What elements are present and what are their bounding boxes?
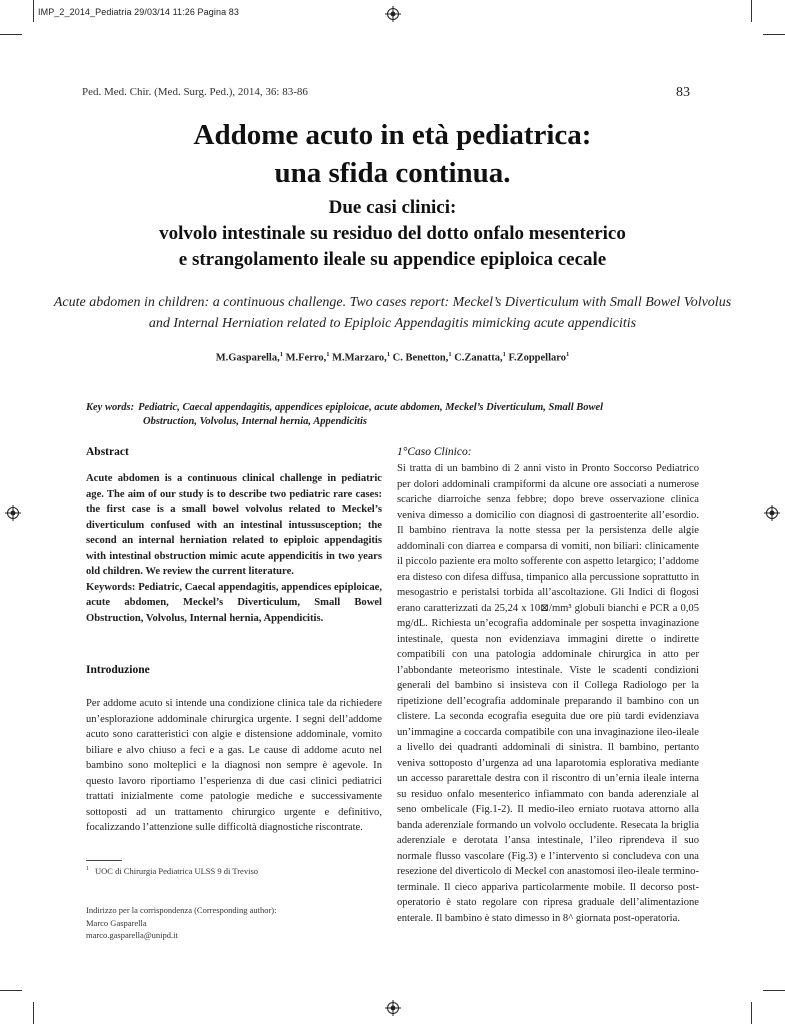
correspondence-label: Indirizzo per la corrispondenza (Corresponding author): [86, 905, 277, 915]
registration-mark-left-icon [5, 505, 21, 521]
correspondence-email: marco.gasparella@unipd.it [86, 930, 178, 940]
author-list [0, 351, 785, 364]
keywords-label: Key words: [86, 402, 135, 413]
left-column [86, 446, 382, 836]
article-title [0, 116, 785, 192]
author-name: C. Benetton, [392, 352, 449, 364]
page-number: 83 [676, 85, 690, 100]
abstract-body: Acute abdomen is a continuous clinical challenge in pediatric age. The aim of our study is to describe two pediatric rare cases: the first case is a small bowel volvolus related to Meckel’s diverticulum confused with an intestinal intussusception; the second an internal herniation related to epiploic appendagitis with intestinal obstruction mimic acute appendicitis in two years old children. We review the current literature. [86, 473, 382, 577]
author-name: M.Ferro, [285, 352, 327, 364]
crop-mark-bottom-left-vertical [33, 1002, 34, 1024]
article-subtitle-line-1: Due casi clinici: [328, 197, 457, 218]
right-column [397, 446, 699, 926]
registration-mark-right-icon [764, 505, 780, 521]
affiliation-footnote [86, 866, 258, 876]
journal-running-head: Ped. Med. Chir. (Med. Surg. Ped.), 2014, 36: 83-86 [82, 86, 308, 98]
keywords-line-1: Pediatric, Caecal appendagitis, appendices epiploicae, acute abdomen, Meckel’s Diverticulum, Small Bowel [138, 402, 604, 413]
author-name: C.Zanatta, [454, 352, 503, 364]
english-title-line-1: Acute abdomen in children: a continuous challenge. Two cases report: Meckel’s Diverticulum with Small Bowel Volvolus [53, 295, 732, 310]
abstract-heading: Abstract [86, 446, 129, 458]
correspondence-address [86, 904, 276, 942]
keywords-line-2: Obstruction, Volvolus, Internal hernia, Appendicitis [143, 416, 367, 427]
author-affiliation-mark: 1 [448, 351, 452, 358]
footnote-mark: 1 [86, 866, 89, 873]
introduction-body: Per addome acuto si intende una condizione clinica tale da richiedere un’esplorazione addominale chirurgica urgente. I segni dell’addome acuto sono caratteristici con algie e distensione addominale, vomito biliare e alvo chiuso a feci e a gas. Le cause di addome acuto nel bambino sono molteplici e la diagnosi non sempre è agevole. In questo lavoro riportiamo l’esperienza di due casi clinici pediatrici trattati inizialmente come patologie mediche e successivamente sottoposti ad un trattamento chirurgico urgente e definitivo, focalizzando l’attenzione sulle difficoltà diagnostiche riscontrate. [86, 698, 382, 833]
introduction-heading: Introduzione [86, 664, 150, 676]
article-subtitle-line-3: e strangolamento ileale su appendice epiploica cecale [178, 249, 607, 270]
author-name: M.Marzaro, [332, 352, 387, 364]
printer-slug: IMP_2_2014_Pediatria 29/03/14 11:26 Pagina 83 [38, 7, 239, 17]
author-affiliation-mark: 1 [326, 351, 330, 358]
keywords-block [86, 401, 706, 429]
abstract-keywords: Keywords: Pediatric, Caecal appendagitis, appendices epiploicae, acute abdomen, Meckel’s Diverticulum, Small Bowel Obstruction, Volvolus, Internal hernia, Appendicitis. [86, 581, 382, 624]
author-affiliation-mark: 1 [279, 351, 283, 358]
crop-mark-top-left-vertical [33, 0, 34, 22]
case-1-heading: 1°Caso Clinico: [397, 446, 472, 458]
footnote-divider [86, 860, 122, 861]
english-title [0, 292, 785, 334]
author-affiliation-mark: 1 [565, 351, 570, 358]
crop-mark-bottom-left-horizontal [0, 990, 22, 991]
registration-mark-top-icon [385, 6, 401, 22]
article-subtitle [0, 195, 785, 273]
author-name: F.Zoppellaro [508, 352, 566, 364]
crop-mark-top-right-horizontal [763, 34, 785, 35]
registration-mark-bottom-icon [385, 1000, 401, 1016]
crop-mark-bottom-right-horizontal [763, 990, 785, 991]
author-name: M.Gasparella, [215, 352, 280, 364]
footnote-text: UOC di Chirurgia Pediatrica ULSS 9 di Treviso [95, 866, 258, 876]
correspondence-name: Marco Gasparella [86, 917, 147, 928]
article-title-line-1: Addome acuto in età pediatrica: [193, 119, 592, 151]
author-affiliation-mark: 1 [502, 351, 506, 358]
article-title-line-2: una sfida continua. [274, 157, 511, 189]
crop-mark-top-left-horizontal [0, 34, 22, 35]
crop-mark-bottom-right-vertical [751, 1002, 752, 1024]
author-affiliation-mark: 1 [386, 351, 390, 358]
crop-mark-top-right-vertical [751, 0, 752, 22]
article-subtitle-line-2: volvolo intestinale su residuo del dotto onfalo mesenterico [159, 223, 626, 244]
case-1-body: Si tratta di un bambino di 2 anni visto in Pronto Soccorso Pediatrico per dolori addominali crampiformi da alcune ore associati a numerose scariche diarroiche senza febbre; dopo breve osservazione clinica veniva dimesso a domicilio con diagnosi di gastroenterite all’esordio. Il bambino rientrava la notte stessa per la persistenza delle algie addominali con diarrea e comparsa di vomiti, non biliari: clinicamente il piccolo paziente era molto sofferente con aspetto letargico; l’addome era disteso con difesa diffusa, timpanico alla percussione soprattutto in mesogastrio e peristalsi torbida all’ascoltazione. Gli Indici di flogosi erano caratterizzati da 25,24 x 10⊠/mm³ globuli bianchi e PCR a 0,05 mg/dL. Richiesta un’ecografia addominale per sospetta invaginazione intestinale, questa non evidenziava immagini dirette o indirette compatibili con una patologia addominale chirurgica in atto per l’abbondante meteorismo intestinale. Viste le scadenti condizioni generali del bambino si insisteva con il Collega Radiologo per la ripetizione dell’ecografia addominale preparando il bambino con un clistere. La seconda ecografia eseguita due ore più tardi evidenziava un’immagine a coccarda compatibile con una invaginazione ileo-ileale a livello dei quadranti addominali di sinistra. Il bambino, pertanto veniva sottoposto d’urgenza ad una laparotomia esplorativa mediante un accesso pararettale destra con il riscontro di un’ernia ileale interna su residuo onfalo mesenterico infiammato con banda aderenziale al seno ombelicale (Fig.1-2). Il medio-ileo erniato ruotava attorno alla banda aderenziale formando un volvolo occludente. Resecata la briglia aderenziale e derotata l’ansa intestinale, l’ileo riprendeva il suo normale flusso vascolare (Fig.3) e l’intervento si concludeva con una resezione del diverticolo di Meckel con anastomosi ileo-ileale termino-terminale. Il cieco appariva particolarmente mobile. Il decorso post-operatorio è stato regolare con ripresa graduale dell’alimentazione enterale. Il bambino è stato dimesso in 8^ giornata post-operatoria. [397, 463, 699, 924]
english-title-line-2: and Internal Herniation related to Epiploic Appendagitis mimicking acute appendicitis [148, 316, 637, 331]
